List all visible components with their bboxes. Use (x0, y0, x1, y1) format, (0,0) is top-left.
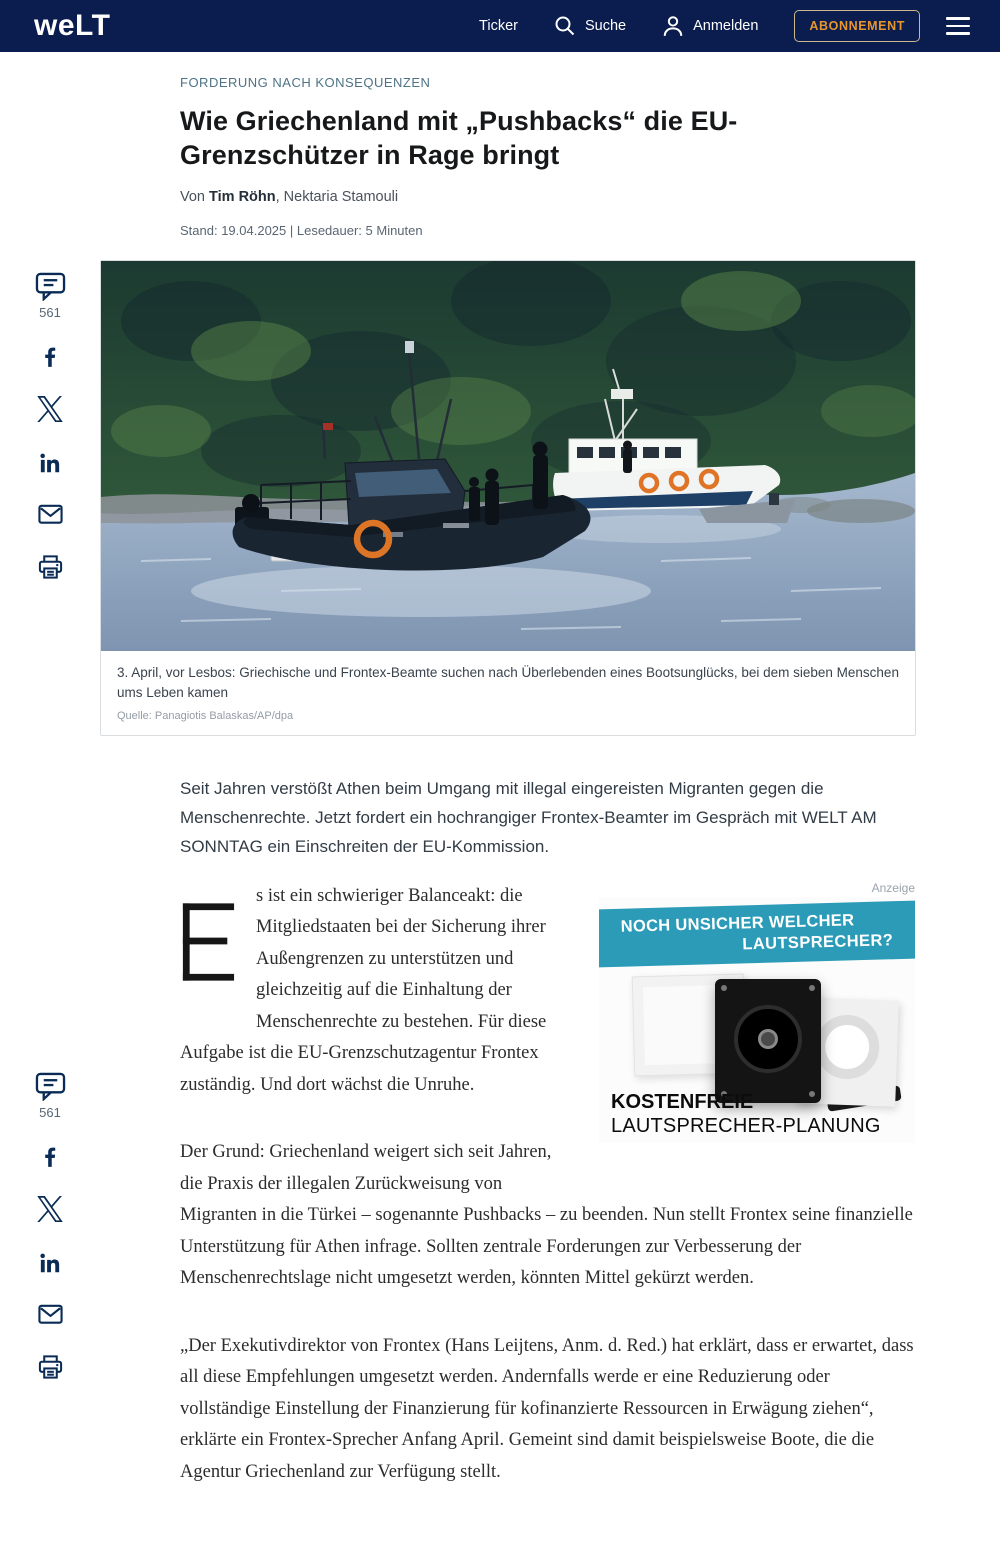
menu-icon[interactable] (946, 17, 970, 35)
welt-logo[interactable]: weLT (34, 9, 111, 42)
linkedin-icon (37, 1249, 63, 1275)
print-icon (37, 554, 64, 580)
ad-banner-line2: LAUTSPRECHER? (742, 930, 894, 953)
facebook-icon (37, 1143, 63, 1169)
share-email-button[interactable] (37, 1302, 64, 1327)
article-figure (100, 260, 916, 736)
stand-readtime: Stand: 19.04.2025 | Lesedauer: 5 Minuten (180, 223, 423, 238)
share-rail-bottom (26, 1072, 74, 1407)
article-body (180, 881, 915, 1489)
nav-search[interactable] (554, 15, 626, 37)
search-icon (554, 15, 576, 37)
ad-banner-bold: NOCH (620, 915, 676, 936)
nav-login[interactable] (662, 15, 758, 37)
drop-cap (180, 886, 236, 1010)
image-caption: 3. April, vor Lesbos: Griechische und Frontex-Beamte suchen nach Überlebenden eines Bootsunglücks, bei dem sieben Menschen ums Leben kamen (117, 665, 899, 701)
article-hero-image (101, 261, 915, 651)
comments-button[interactable] (35, 272, 66, 320)
ad-footer-text (611, 1091, 881, 1138)
nav-login-label: Anmelden (693, 18, 759, 34)
drop-cap-E-glyph (180, 886, 236, 998)
ad-footer-bold: KOSTENFREIE (611, 1091, 754, 1114)
boat-wake (191, 565, 651, 617)
comments-count: 561 (39, 305, 61, 320)
author-link[interactable]: Tim Röhn (209, 189, 276, 205)
paragraph-1-text: s ist ein schwieriger Balanceakt: die Mitgliedstaaten bei der Sicherung ihrer Außengrenzen zu unterstützen und gleichzeitig auf die Einhaltung der Menschenrechte zu bestehen. Für diese Aufgabe ist die EU-Grenzschutzagentur Frontex zuständig. Und dort wächst die Unruhe. (180, 885, 547, 1095)
ad-footer-rest: LAUTSPRECHER-PLANUNG (611, 1114, 881, 1137)
comments-count: 561 (39, 1105, 61, 1120)
user-icon (662, 15, 684, 37)
top-navbar (0, 0, 1000, 52)
article-kicker[interactable]: FORDERUNG NACH KONSEQUENZEN (180, 75, 431, 90)
article-headline (180, 104, 915, 172)
email-icon (37, 502, 64, 527)
facebook-icon (37, 343, 63, 369)
subscribe-button[interactable]: ABONNEMENT (794, 10, 920, 42)
article-lead: Seit Jahren verstößt Athen beim Umgang mit illegal eingereisten Migranten gegen die Menschenrechte. Jetzt fordert ein hochrangiger Frontex-Beamter im Gespräch mit WELT AM SONNTAG ein Einschreiten der EU-Kommission. (180, 778, 877, 856)
headline-line-2: Grenzschützer in Rage bringt (180, 140, 560, 170)
share-linkedin-button[interactable] (37, 1249, 63, 1275)
ad-speaker-driver-image (715, 979, 821, 1103)
email-icon (37, 1302, 64, 1327)
share-x-button[interactable] (37, 1196, 63, 1222)
share-x-button[interactable] (37, 396, 63, 422)
comment-icon (35, 1072, 66, 1101)
advertisement (599, 881, 915, 1143)
share-facebook-button[interactable] (37, 343, 63, 369)
byline-coauthor: , Nektaria Stamouli (275, 189, 399, 205)
comment-icon (35, 272, 66, 301)
share-rail-top (26, 272, 74, 607)
linkedin-icon (37, 449, 63, 475)
share-linkedin-button[interactable] (37, 449, 63, 475)
figure-caption-block (101, 651, 915, 735)
byline-prefix: Von (180, 189, 210, 205)
image-source: Quelle: Panagiotis Balaskas/AP/dpa (117, 709, 294, 722)
x-icon (37, 396, 63, 422)
article-main (117, 52, 915, 1488)
print-icon (37, 1354, 64, 1380)
ad-label: Anzeige (871, 880, 915, 895)
comments-button[interactable] (35, 1072, 66, 1120)
nav-search-label: Suche (584, 18, 627, 34)
ad-creative[interactable] (599, 897, 915, 1143)
share-email-button[interactable] (37, 502, 64, 527)
ad-banner (599, 900, 915, 967)
paragraph-3: „Der Exekutivdirektor von Frontex (Hans Leijtens, Anm. d. Red.) hat erklärt, dass er erwartet, dass all diese Empfehlungen umgesetzt werden. Andernfalls werde er eine Reduzierung oder vollständige Einstellung der Finanzierung für kofinanzierte Ressourcen in Erwägung ziehen“, erklärte ein Frontex-Sprecher Anfang April. Gemeint sind damit beispielsweise Boote, die die Agentur Griechenland zur Verfügung stellt. (180, 1335, 914, 1482)
nav-ticker-link[interactable]: Ticker (479, 18, 518, 34)
print-button[interactable] (37, 1354, 64, 1380)
share-facebook-button[interactable] (37, 1143, 63, 1169)
x-icon (37, 1196, 63, 1222)
print-button[interactable] (37, 554, 64, 580)
ad-banner-text: UNSICHER WELCHER (675, 910, 855, 934)
paragraph-2: Der Grund: Griechenland weigert sich seit Jahren, die Praxis der illegalen Zurückweisung von Migranten in die Türkei – sogenannte Pushbacks – zu beenden. Nun stellt Frontex seine finanzielle Unterstützung für Athen infrage. Sollten zentrale Forderungen zur Verbesserung der Menschenrechtslage nicht umgesetzt werden, könnten Mittel gekürzt werden. (180, 1142, 913, 1288)
headline-line-1: Wie Griechenland mit „Pushbacks“ die EU- (180, 106, 738, 136)
byline (180, 189, 915, 205)
